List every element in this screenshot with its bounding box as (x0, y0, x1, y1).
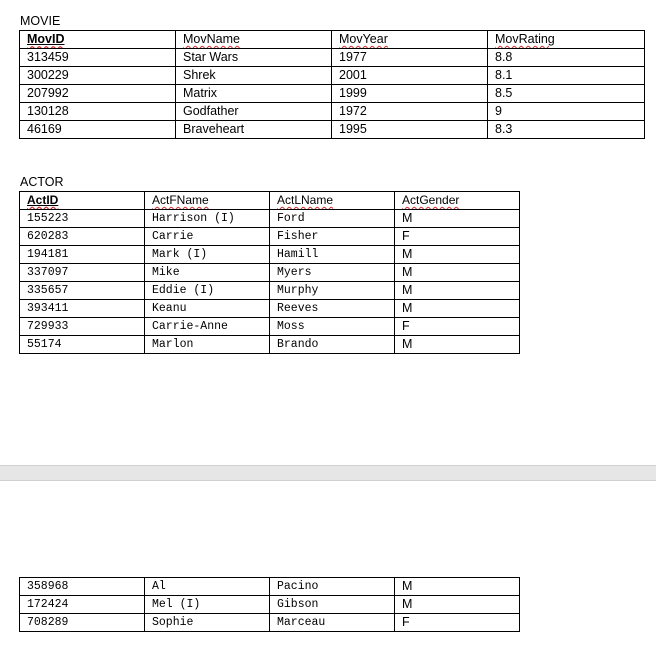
table-cell: 9 (488, 103, 645, 121)
table-cell: 1972 (332, 103, 488, 121)
table-cell: M (395, 282, 520, 300)
table-cell: Keanu (145, 300, 270, 318)
actor-header-label: ActLName (277, 193, 334, 207)
table-cell: Eddie (I) (145, 282, 270, 300)
table-cell: Al (145, 578, 270, 596)
actor-header-cell (270, 192, 395, 210)
table-cell: Hamill (270, 246, 395, 264)
table-cell: 393411 (20, 300, 145, 318)
table-cell: Moss (270, 318, 395, 336)
table-row (20, 49, 645, 67)
table-cell: Mike (145, 264, 270, 282)
table-row (20, 264, 520, 282)
table-cell: F (395, 318, 520, 336)
table-row (20, 121, 645, 139)
table-cell: 335657 (20, 282, 145, 300)
table-cell: 8.8 (488, 49, 645, 67)
actor-table-caption: ACTOR (20, 175, 64, 189)
movie-header-cell (176, 31, 332, 49)
table-cell: 313459 (20, 49, 176, 67)
table-cell: Mark (I) (145, 246, 270, 264)
movie-header-label: MovRating (495, 32, 555, 46)
table-cell: Brando (270, 336, 395, 354)
actor-header-cell (20, 192, 145, 210)
table-cell: 2001 (332, 67, 488, 85)
table-cell: 358968 (20, 578, 145, 596)
table-cell: Myers (270, 264, 395, 282)
page-break-gap (0, 465, 656, 481)
actor-header-cell (395, 192, 520, 210)
table-cell: Sophie (145, 614, 270, 632)
table-row (20, 85, 645, 103)
table-cell: 194181 (20, 246, 145, 264)
table-cell: Carrie-Anne (145, 318, 270, 336)
movie-table-caption: MOVIE (20, 14, 61, 28)
actor-table-continued-body (20, 578, 520, 632)
table-cell: 1995 (332, 121, 488, 139)
table-row (20, 614, 520, 632)
table-cell: 300229 (20, 67, 176, 85)
table-row (20, 210, 520, 228)
table-cell: Godfather (176, 103, 332, 121)
actor-table (19, 191, 520, 354)
movie-header-label: MovName (183, 32, 240, 46)
table-cell: M (395, 264, 520, 282)
actor-header-label: ActFName (152, 193, 209, 207)
table-cell: 155223 (20, 210, 145, 228)
movie-header-cell (332, 31, 488, 49)
table-cell: 46169 (20, 121, 176, 139)
table-cell: 8.5 (488, 85, 645, 103)
movie-table-body (20, 49, 645, 139)
table-cell: M (395, 578, 520, 596)
table-cell: Gibson (270, 596, 395, 614)
table-cell: 729933 (20, 318, 145, 336)
table-cell: Pacino (270, 578, 395, 596)
table-row (20, 578, 520, 596)
table-cell: Marlon (145, 336, 270, 354)
table-cell: Marceau (270, 614, 395, 632)
table-cell: 1999 (332, 85, 488, 103)
table-cell: Braveheart (176, 121, 332, 139)
table-cell: 207992 (20, 85, 176, 103)
table-row (20, 103, 645, 121)
table-cell: M (395, 596, 520, 614)
table-cell: Star Wars (176, 49, 332, 67)
table-cell: 8.3 (488, 121, 645, 139)
table-cell: Carrie (145, 228, 270, 246)
table-cell: Harrison (I) (145, 210, 270, 228)
actor-table-continued (19, 577, 520, 632)
movie-header-label: MovID (27, 32, 65, 46)
actor-table-body (20, 210, 520, 354)
table-cell: 620283 (20, 228, 145, 246)
movie-header-cell (20, 31, 176, 49)
table-row (20, 228, 520, 246)
table-cell: 8.1 (488, 67, 645, 85)
table-cell: Matrix (176, 85, 332, 103)
table-cell: 130128 (20, 103, 176, 121)
movie-table (19, 30, 645, 139)
table-row (20, 596, 520, 614)
movie-header-label: MovYear (339, 32, 388, 46)
table-cell: 337097 (20, 264, 145, 282)
table-cell: M (395, 246, 520, 264)
table-row (20, 282, 520, 300)
table-cell: F (395, 228, 520, 246)
actor-header-label: ActGender (402, 193, 460, 207)
table-cell: Shrek (176, 67, 332, 85)
table-cell: M (395, 336, 520, 354)
table-cell: 1977 (332, 49, 488, 67)
table-cell: 55174 (20, 336, 145, 354)
movie-header-cell (488, 31, 645, 49)
actor-header-row (20, 192, 520, 210)
actor-header-cell (145, 192, 270, 210)
movie-header-row (20, 31, 645, 49)
table-cell: Mel (I) (145, 596, 270, 614)
document-page-2 (0, 481, 656, 649)
table-row (20, 67, 645, 85)
table-cell: 708289 (20, 614, 145, 632)
table-row (20, 336, 520, 354)
table-row (20, 300, 520, 318)
table-cell: Reeves (270, 300, 395, 318)
table-cell: Ford (270, 210, 395, 228)
table-cell: F (395, 614, 520, 632)
table-cell: Fisher (270, 228, 395, 246)
table-cell: Murphy (270, 282, 395, 300)
table-cell: M (395, 210, 520, 228)
actor-header-label: ActID (27, 193, 59, 207)
table-cell: M (395, 300, 520, 318)
table-row (20, 318, 520, 336)
table-cell: 172424 (20, 596, 145, 614)
table-row (20, 246, 520, 264)
